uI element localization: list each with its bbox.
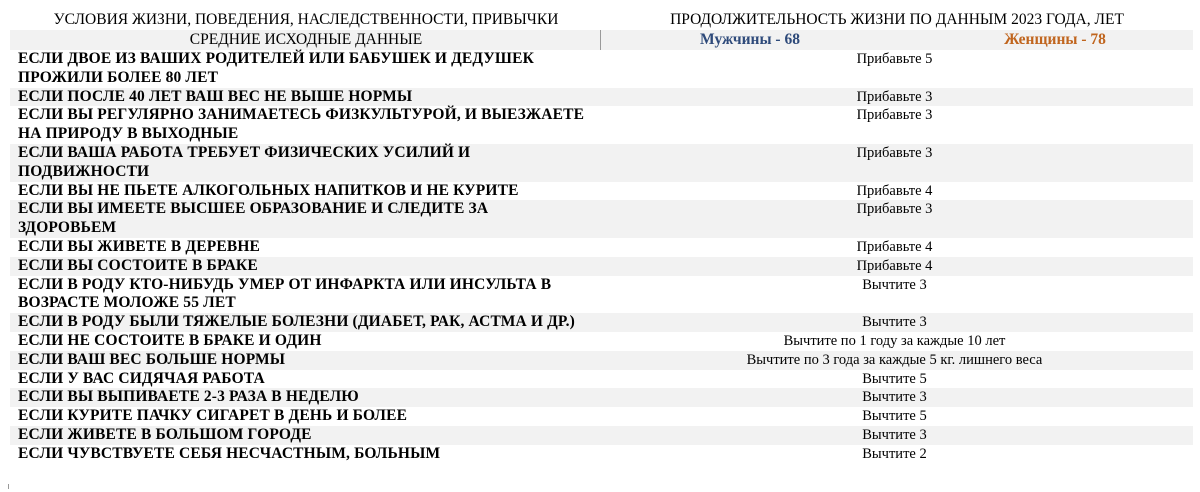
table-row xyxy=(10,50,1193,88)
factors-table xyxy=(10,50,1193,464)
condition-cell: ЕСЛИ ВЫ ИМЕЕТЕ ВЫСШЕЕ ОБРАЗОВАНИЕ И СЛЕДИТЕ ЗА ЗДОРОВЬЕМ xyxy=(18,200,489,237)
table-row xyxy=(10,144,1193,182)
effect-cell: Вычтите 3 xyxy=(862,314,927,331)
effect-cell: Прибавьте 3 xyxy=(856,144,933,161)
table-row xyxy=(10,313,1193,332)
condition-cell: ЕСЛИ В РОДУ КТО-НИБУДЬ УМЕР ОТ ИНФАРКТА ИЛИ ИНСУЛЬТА В ВОЗРАСТЕ МОЛОЖЕ 55 ЛЕТ xyxy=(18,275,552,312)
condition-cell: ЕСЛИ ЖИВЕТЕ В БОЛЬШОМ ГОРОДЕ xyxy=(18,425,312,443)
conditions-column-title: УСЛОВИЯ ЖИЗНИ, ПОВЕДЕНИЯ, НАСЛЕДСТВЕННОСТИ, ПРИВЫЧКИ xyxy=(53,11,559,28)
condition-cell: ЕСЛИ ВЫ ВЫПИВАЕТЕ 2-3 РАЗА В НЕДЕЛЮ xyxy=(18,388,359,406)
table-row xyxy=(10,276,1193,314)
condition-cell: ЕСЛИ КУРИТЕ ПАЧКУ СИГАРЕТ В ДЕНЬ И БОЛЕЕ xyxy=(18,407,408,425)
condition-cell: ЕСЛИ В РОДУ БЫЛИ ТЯЖЕЛЫЕ БОЛЕЗНИ (ДИАБЕТ, РАК, АСТМА И ДР.) xyxy=(18,313,575,331)
table-row xyxy=(10,257,1193,276)
condition-cell: ЕСЛИ ВАШ ВЕС БОЛЬШЕ НОРМЫ xyxy=(18,350,286,368)
table-row xyxy=(10,238,1193,257)
women-baseline: Женщины - 78 xyxy=(1004,31,1106,48)
table-row xyxy=(10,332,1193,351)
page-edge-mark xyxy=(8,484,9,489)
column-divider xyxy=(600,30,601,50)
baseline-row xyxy=(10,30,1193,50)
condition-cell: ЕСЛИ ВАША РАБОТА ТРЕБУЕТ ФИЗИЧЕСКИХ УСИЛИЙ И ПОДВИЖНОСТИ xyxy=(18,143,471,180)
table-row xyxy=(10,370,1193,389)
condition-cell: ЕСЛИ У ВАС СИДЯЧАЯ РАБОТА xyxy=(18,369,265,387)
table-row xyxy=(10,200,1193,238)
effect-cell: Вычтите 3 xyxy=(862,426,927,443)
life-expectancy-column-title: ПРОДОЛЖИТЕЛЬНОСТЬ ЖИЗНИ ПО ДАННЫМ 2023 ГОДА, ЛЕТ xyxy=(670,11,1124,28)
effect-cell: Вычтите 3 xyxy=(862,276,927,293)
condition-cell: ЕСЛИ ЧУВСТВУЕТЕ СЕБЯ НЕСЧАСТНЫМ, БОЛЬНЫМ xyxy=(18,444,441,462)
condition-cell: ЕСЛИ ПОСЛЕ 40 ЛЕТ ВАШ ВЕС НЕ ВЫШЕ НОРМЫ xyxy=(18,87,413,105)
table-row xyxy=(10,351,1193,370)
effect-cell: Прибавьте 4 xyxy=(856,257,933,274)
condition-cell: ЕСЛИ ВЫ СОСТОИТЕ В БРАКЕ xyxy=(18,256,258,274)
condition-cell: ЕСЛИ НЕ СОСТОИТЕ В БРАКЕ И ОДИН xyxy=(18,331,322,349)
effect-cell: Прибавьте 3 xyxy=(856,201,933,218)
baseline-label: СРЕДНИЕ ИСХОДНЫЕ ДАННЫЕ xyxy=(189,31,423,48)
condition-cell: ЕСЛИ ВЫ НЕ ПЬЕТЕ АЛКОГОЛЬНЫХ НАПИТКОВ И НЕ КУРИТЕ xyxy=(18,181,519,199)
effect-cell: Прибавьте 5 xyxy=(856,51,933,67)
effect-cell: Вычтите 2 xyxy=(862,445,927,462)
men-baseline: Мужчины - 68 xyxy=(700,31,800,48)
table-row xyxy=(10,88,1193,107)
effect-cell: Вычтите по 1 году за каждые 10 лет xyxy=(783,332,1006,349)
effect-cell: Прибавьте 4 xyxy=(856,238,933,255)
effect-cell: Прибавьте 4 xyxy=(856,182,933,199)
condition-cell: ЕСЛИ ДВОЕ ИЗ ВАШИХ РОДИТЕЛЕЙ ИЛИ БАБУШЕК И ДЕДУШЕК ПРОЖИЛИ БОЛЕЕ 80 ЛЕТ xyxy=(18,50,534,86)
effect-cell: Прибавьте 3 xyxy=(856,107,933,124)
table-row xyxy=(10,445,1193,464)
effect-cell: Вычтите 3 xyxy=(862,389,927,406)
effect-cell: Вычтите 5 xyxy=(862,408,927,425)
table-row xyxy=(10,407,1193,426)
condition-cell: ЕСЛИ ВЫ ЖИВЕТЕ В ДЕРЕВНЕ xyxy=(18,237,261,255)
effect-cell: Прибавьте 3 xyxy=(856,88,933,105)
table-row xyxy=(10,388,1193,407)
condition-cell: ЕСЛИ ВЫ РЕГУЛЯРНО ЗАНИМАЕТЕСЬ ФИЗКУЛЬТУРОЙ, И ВЫЕЗЖАЕТЕ НА ПРИРОДУ В ВЫХОДНЫЕ xyxy=(18,106,585,143)
effect-cell: Вычтите 5 xyxy=(862,370,927,387)
table-row xyxy=(10,182,1193,201)
table-header xyxy=(0,10,1200,30)
table-row xyxy=(10,426,1193,445)
table-row xyxy=(10,106,1193,144)
effect-cell: Вычтите по 3 года за каждые 5 кг. лишнего веса xyxy=(746,351,1043,368)
